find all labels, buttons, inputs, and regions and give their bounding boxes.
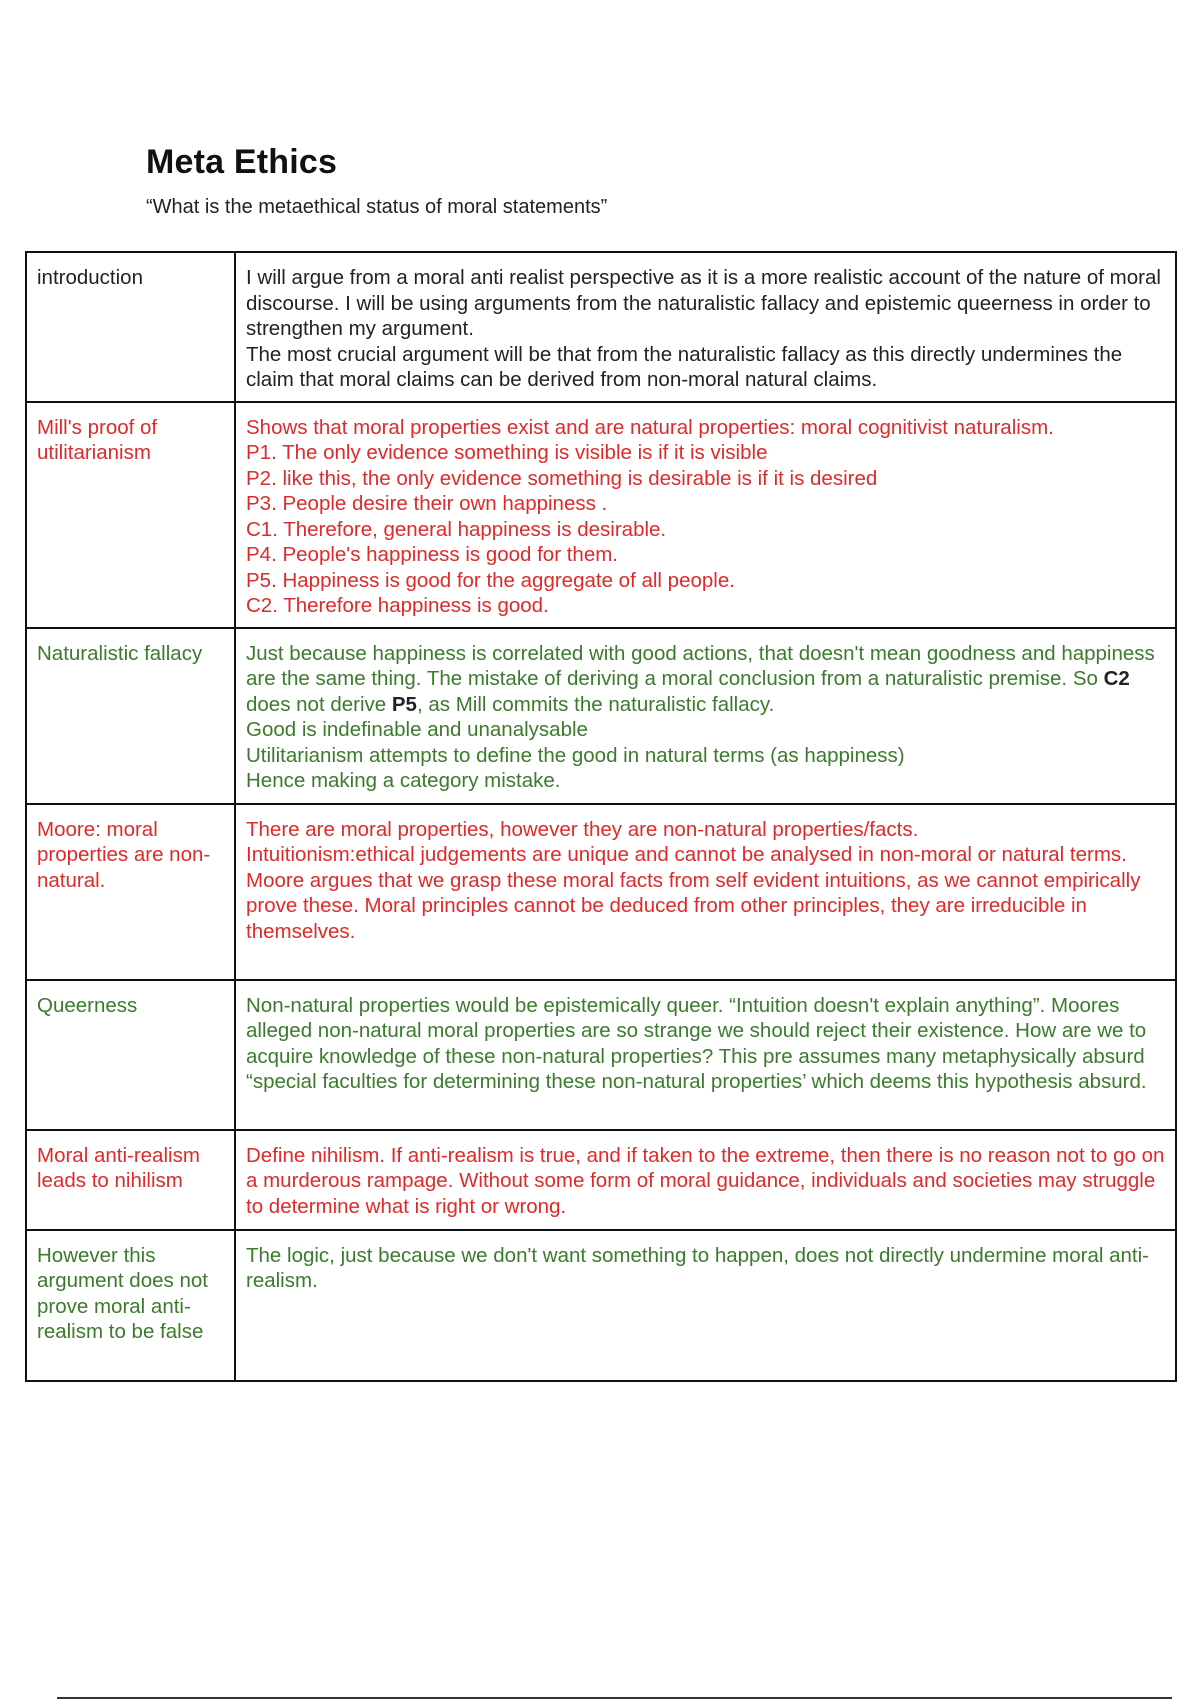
row-content	[235, 804, 1176, 980]
content-line	[246, 641, 1165, 718]
row-label: Moore: moral properties are non-natural.	[26, 804, 235, 980]
content-line: P5. Happiness is good for the aggregate of all people.	[246, 568, 735, 592]
content-line: The most crucial argument will be that from the naturalistic fallacy as this directly undermines the claim that moral claims can be derived from non-moral natural claims.	[246, 342, 1123, 391]
table-row-queerness	[26, 980, 1176, 1130]
content-line: Utilitarianism attempts to define the good in natural terms (as happiness)	[246, 743, 905, 767]
table-row-naturalistic-fallacy	[26, 628, 1176, 804]
table-row-mills-proof	[26, 402, 1176, 628]
content-text: , as Mill commits the naturalistic fallacy.	[416, 692, 775, 716]
content-line: Intuitionism:ethical judgements are unique and cannot be analysed in non-moral or natural terms.	[246, 843, 1127, 866]
bold-term-p5: P5	[391, 692, 417, 716]
essay-plan-table	[25, 251, 1177, 1382]
row-label: Moral anti-realism leads to nihilism	[26, 1130, 235, 1230]
content-line: P2. like this, the only evidence something is desirable is if it is desired	[246, 466, 878, 490]
row-content	[235, 1230, 1176, 1381]
row-content	[235, 252, 1176, 402]
row-content	[235, 628, 1176, 804]
content-text: Just because happiness is correlated with good actions, that doesn't mean goodness and happiness are the same thing. The mistake of deriving a moral conclusion from a naturalistic premise. So	[246, 641, 1155, 690]
content-line: Good is indefinable and unanalysable	[246, 718, 588, 741]
row-content	[235, 980, 1176, 1130]
document-title: Meta Ethics	[146, 143, 338, 181]
content-line: P3. People desire their own happiness .	[246, 492, 608, 515]
row-content	[235, 402, 1176, 628]
row-label: Naturalistic fallacy	[26, 628, 235, 804]
bold-term-c2: C2	[1103, 667, 1130, 690]
content-line: C1. Therefore, general happiness is desirable.	[246, 517, 667, 541]
content-line: Define nihilism. If anti-realism is true, and if taken to the extreme, then there is no reason not to go on a murderous rampage. Without some form of moral guidance, individuals and societies may struggle to determine what is right or wrong.	[246, 1143, 1165, 1218]
content-line: I will argue from a moral anti realist perspective as it is a more realistic account of the nature of moral discourse. I will be using arguments from the naturalistic fallacy and epistemic queerness in order to strengthen my argument.	[246, 266, 1161, 340]
page-divider	[57, 1697, 1172, 1699]
content-line: Moore argues that we grasp these moral facts from self evident intuitions, as we cannot empirically prove these. Moral principles cannot be deduced from other principles, they are irreducible in themselves.	[246, 868, 1141, 943]
content-line: Non-natural properties would be epistemically queer. “Intuition doesn't explain anything”. Moores alleged non-natural moral properties are so strange we should reject their existence. How are we to acquire knowledge of these non-natural properties? This pre assumes many metaphysically absurd “special faculties for determining these non-natural properties’ which deems this hypothesis absurd.	[246, 993, 1147, 1093]
table-row-introduction	[26, 252, 1176, 402]
content-text: does not derive	[246, 692, 392, 716]
row-label: introduction	[26, 252, 235, 402]
content-line: There are moral properties, however they are non-natural properties/facts.	[246, 817, 919, 841]
document-subtitle: “What is the metaethical status of moral statements”	[146, 196, 608, 218]
table-row-counterargument	[26, 1230, 1176, 1381]
content-line: P4. People's happiness is good for them.	[246, 543, 619, 566]
row-label: Queerness	[26, 980, 235, 1130]
row-content	[235, 1130, 1176, 1230]
content-line: C2. Therefore happiness is good.	[246, 594, 549, 617]
row-label: However this argument does not prove moral anti-realism to be false	[26, 1230, 235, 1381]
content-line: Hence making a category mistake.	[246, 769, 561, 792]
content-line: P1. The only evidence something is visible is if it is visible	[246, 441, 768, 464]
content-line: Shows that moral properties exist and are natural properties: moral cognitivist naturalism.	[246, 415, 1054, 439]
content-line: The logic, just because we don't want something to happen, does not directly undermine moral anti-realism.	[246, 1243, 1150, 1292]
row-label: Mill's proof of utilitarianism	[26, 402, 235, 628]
table-row-moore	[26, 804, 1176, 980]
table-row-nihilism	[26, 1130, 1176, 1230]
